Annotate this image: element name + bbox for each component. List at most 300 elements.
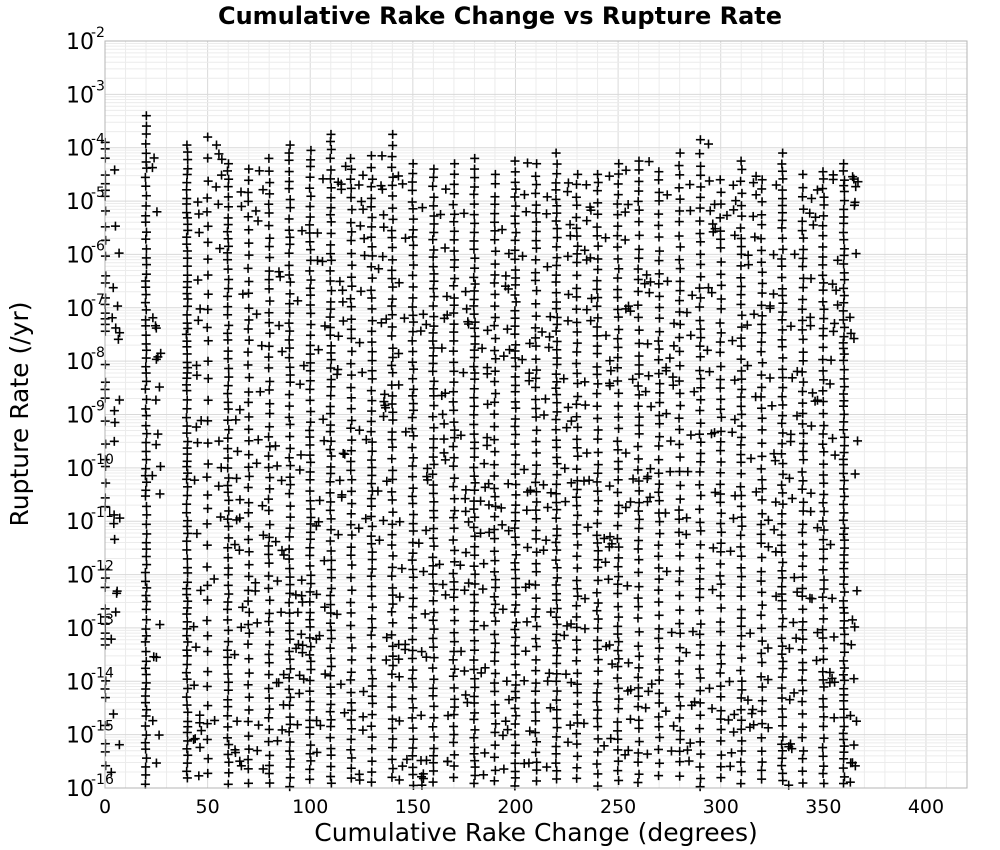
data-point <box>429 766 438 775</box>
data-point <box>669 341 678 350</box>
data-point <box>696 182 705 191</box>
data-point <box>572 213 581 222</box>
data-point <box>326 313 335 322</box>
data-point <box>635 360 644 369</box>
data-point <box>717 457 726 466</box>
data-point <box>542 763 551 772</box>
data-point <box>757 258 766 267</box>
data-point <box>655 188 664 197</box>
data-point <box>624 658 633 667</box>
data-point <box>264 670 273 679</box>
data-point <box>152 207 161 216</box>
data-point <box>675 515 684 524</box>
data-point <box>532 159 541 168</box>
data-point <box>429 634 438 643</box>
data-point <box>409 781 418 790</box>
data-point <box>818 593 827 602</box>
data-point <box>293 608 302 617</box>
data-point <box>223 335 232 344</box>
data-point <box>286 513 295 522</box>
data-point <box>109 283 118 292</box>
data-point <box>798 723 807 732</box>
data-point <box>359 712 368 721</box>
data-point <box>798 562 807 571</box>
data-point <box>346 359 355 368</box>
data-point <box>573 700 582 709</box>
data-point <box>560 464 569 473</box>
data-point <box>643 339 652 348</box>
data-point <box>593 231 602 240</box>
data-point <box>818 355 827 364</box>
data-point <box>675 772 684 781</box>
data-point <box>327 355 336 364</box>
data-point <box>778 245 787 254</box>
data-point <box>360 251 369 260</box>
data-point <box>450 616 459 625</box>
data-point <box>367 386 376 395</box>
data-point <box>655 233 664 242</box>
data-point <box>285 270 294 279</box>
data-point <box>635 627 644 636</box>
data-point <box>224 373 233 382</box>
data-point <box>676 242 685 251</box>
data-point <box>582 449 591 458</box>
data-point <box>265 628 274 637</box>
data-point <box>360 234 369 243</box>
data-point <box>388 724 397 733</box>
data-point <box>675 606 684 615</box>
data-point <box>368 699 377 708</box>
data-point <box>716 395 725 404</box>
data-point <box>470 674 479 683</box>
data-point <box>676 264 685 273</box>
data-point <box>450 683 459 692</box>
data-point <box>264 713 273 722</box>
data-point <box>634 594 643 603</box>
data-point <box>429 401 438 410</box>
data-point <box>798 573 807 582</box>
data-point <box>142 731 151 740</box>
data-point <box>264 737 273 746</box>
data-point <box>654 712 663 721</box>
data-point <box>819 769 828 778</box>
data-point <box>367 654 376 663</box>
data-point <box>552 398 561 407</box>
data-point <box>457 647 466 656</box>
x-tick-label: 100 <box>292 796 329 818</box>
data-point <box>337 493 346 502</box>
data-point <box>429 778 438 787</box>
data-point <box>736 531 745 540</box>
data-point <box>346 675 355 684</box>
data-point <box>799 455 808 464</box>
data-point <box>818 242 827 251</box>
data-point <box>244 705 253 714</box>
y-tick-label: 10 <box>66 83 94 109</box>
data-point <box>736 666 745 675</box>
data-point <box>635 339 644 348</box>
data-point <box>483 363 492 372</box>
data-point <box>141 182 150 191</box>
data-point <box>730 710 739 719</box>
data-point <box>819 644 828 653</box>
data-point <box>409 453 418 462</box>
y-tick-label: 10 <box>66 616 94 642</box>
data-point <box>203 667 212 676</box>
data-point <box>594 734 603 743</box>
data-point <box>777 684 786 693</box>
data-point <box>264 363 273 372</box>
data-point <box>613 766 622 775</box>
data-point <box>593 414 602 423</box>
data-point <box>655 398 664 407</box>
data-point <box>491 766 500 775</box>
data-point <box>235 546 244 555</box>
data-point <box>510 730 519 739</box>
data-point <box>498 731 507 740</box>
data-point <box>717 659 726 668</box>
data-point <box>387 607 396 616</box>
data-point <box>594 599 603 608</box>
data-point <box>798 183 807 192</box>
data-point <box>326 331 335 340</box>
data-point <box>778 721 787 730</box>
data-point <box>306 475 315 484</box>
data-point <box>790 250 799 259</box>
data-point <box>531 172 540 181</box>
data-point <box>264 432 273 441</box>
data-point <box>839 779 848 788</box>
data-point <box>293 296 302 305</box>
data-point <box>223 292 232 301</box>
data-point <box>675 440 684 449</box>
data-point <box>471 763 480 772</box>
data-point <box>421 609 430 618</box>
data-point <box>327 286 336 295</box>
data-point <box>182 545 191 554</box>
data-point <box>778 291 787 300</box>
data-point <box>285 240 294 249</box>
data-point <box>614 509 623 518</box>
data-point <box>264 650 273 659</box>
data-point <box>511 693 520 702</box>
data-point <box>490 657 499 666</box>
data-point <box>244 597 253 606</box>
data-point <box>593 507 602 516</box>
data-point <box>244 176 253 185</box>
data-point <box>367 512 376 521</box>
data-point <box>777 531 786 540</box>
data-point <box>367 222 376 231</box>
data-point <box>655 699 664 708</box>
data-point <box>778 622 787 631</box>
data-point <box>450 637 459 646</box>
data-point <box>654 337 663 346</box>
data-point <box>593 170 602 179</box>
data-point <box>367 539 376 548</box>
data-point <box>593 223 602 232</box>
data-point <box>798 779 807 788</box>
data-point <box>450 665 459 674</box>
data-point <box>531 655 540 664</box>
data-point <box>757 553 766 562</box>
data-point <box>224 354 233 363</box>
data-point <box>232 474 241 483</box>
data-point <box>490 776 499 785</box>
data-point <box>182 185 191 194</box>
data-point <box>839 219 848 228</box>
data-point <box>318 257 327 266</box>
data-point <box>379 223 388 232</box>
data-point <box>387 266 396 275</box>
data-point <box>265 769 274 778</box>
data-point <box>634 582 643 591</box>
data-point <box>347 393 356 402</box>
data-point <box>675 747 684 756</box>
data-point <box>183 170 192 179</box>
data-point <box>634 254 643 263</box>
data-point <box>717 258 726 267</box>
data-point <box>686 331 695 340</box>
data-point <box>655 575 664 584</box>
data-point <box>264 353 273 362</box>
data-point <box>183 349 192 358</box>
data-point <box>183 324 192 333</box>
data-point <box>798 192 807 201</box>
data-point <box>327 382 336 391</box>
data-point <box>285 432 294 441</box>
data-point <box>737 592 746 601</box>
data-point <box>326 137 335 146</box>
data-point <box>244 508 253 517</box>
data-point <box>593 563 602 572</box>
data-point <box>286 378 295 387</box>
data-point <box>142 260 151 269</box>
data-point <box>573 485 582 494</box>
data-point <box>196 586 205 595</box>
data-point <box>614 637 623 646</box>
data-point <box>532 448 541 457</box>
data-point <box>737 605 746 614</box>
data-point <box>675 540 684 549</box>
data-point <box>202 616 211 625</box>
data-point <box>357 197 366 206</box>
data-point <box>305 385 314 394</box>
data-point <box>327 452 336 461</box>
data-point <box>757 766 766 775</box>
data-point <box>450 453 459 462</box>
data-point <box>224 780 233 789</box>
data-point <box>265 533 274 542</box>
data-point <box>634 313 643 322</box>
data-point <box>737 342 746 351</box>
data-point <box>460 586 469 595</box>
data-point <box>820 200 829 209</box>
data-point <box>511 574 520 583</box>
data-point <box>182 537 191 546</box>
data-point <box>552 774 561 783</box>
data-point <box>737 677 746 686</box>
data-point <box>306 467 315 476</box>
data-point <box>830 319 839 328</box>
data-point <box>285 545 294 554</box>
data-point <box>469 190 478 199</box>
data-point <box>408 499 417 508</box>
data-point <box>460 666 469 675</box>
data-point <box>483 400 492 409</box>
data-point <box>203 769 212 778</box>
data-point <box>553 224 562 233</box>
data-point <box>635 652 644 661</box>
data-point <box>552 443 561 452</box>
data-point <box>510 192 519 201</box>
data-point <box>635 737 644 746</box>
data-point <box>510 781 519 790</box>
data-point <box>654 175 663 184</box>
data-point <box>285 738 294 747</box>
data-point <box>551 556 560 565</box>
data-point <box>141 577 150 586</box>
data-point <box>142 711 151 720</box>
y-tick-exponent: -8 <box>91 345 105 362</box>
data-point <box>758 719 767 728</box>
data-point <box>367 631 376 640</box>
y-axis-ticks <box>66 25 114 802</box>
data-point <box>675 286 684 295</box>
data-point <box>594 496 603 505</box>
data-point <box>464 320 473 329</box>
data-point <box>440 448 449 457</box>
data-point <box>798 295 807 304</box>
data-point <box>511 600 520 609</box>
data-point <box>757 220 766 229</box>
data-point <box>387 302 396 311</box>
data-point <box>654 455 663 464</box>
data-point <box>480 459 489 468</box>
data-point <box>224 506 233 515</box>
data-point <box>305 775 314 784</box>
data-point <box>491 617 500 626</box>
data-point <box>265 609 274 618</box>
data-point <box>286 773 295 782</box>
data-point <box>110 165 119 174</box>
data-point <box>757 439 766 448</box>
data-point <box>522 207 531 216</box>
data-point <box>286 664 295 673</box>
data-point <box>429 534 438 543</box>
data-point <box>265 189 274 198</box>
data-point <box>592 606 601 615</box>
data-point <box>255 166 264 175</box>
data-point <box>552 659 561 668</box>
data-point <box>264 506 273 515</box>
data-point <box>388 191 397 200</box>
data-point <box>716 235 725 244</box>
data-point <box>724 715 733 724</box>
data-point <box>429 253 438 262</box>
data-point <box>428 182 437 191</box>
data-point <box>408 666 417 675</box>
data-point <box>717 188 726 197</box>
data-point <box>428 235 437 244</box>
data-point <box>367 502 376 511</box>
data-point <box>430 292 439 301</box>
data-point <box>635 486 644 495</box>
data-point <box>409 385 418 394</box>
data-point <box>368 347 377 356</box>
data-point <box>490 556 499 565</box>
data-point <box>614 179 623 188</box>
data-point <box>217 171 226 180</box>
data-point <box>655 529 664 538</box>
data-point <box>388 173 397 182</box>
data-point <box>839 417 848 426</box>
data-point <box>840 608 849 617</box>
data-point <box>532 642 541 651</box>
y-axis-label: Rupture Rate (/yr) <box>5 301 34 527</box>
data-point <box>438 580 447 589</box>
data-point <box>510 330 519 339</box>
data-point <box>853 436 862 445</box>
data-point <box>438 410 447 419</box>
data-point <box>285 453 294 462</box>
data-point <box>798 399 807 408</box>
data-point <box>572 305 581 314</box>
data-point <box>326 609 335 618</box>
data-point <box>193 438 202 447</box>
data-point <box>716 559 725 568</box>
data-point <box>224 182 233 191</box>
data-point <box>264 584 273 593</box>
data-point <box>367 294 376 303</box>
data-point <box>204 177 213 186</box>
data-point <box>491 700 500 709</box>
data-point <box>737 513 746 522</box>
data-point <box>634 507 643 516</box>
data-point <box>704 140 713 149</box>
data-point <box>395 593 404 602</box>
data-point <box>142 122 151 131</box>
data-point <box>798 697 807 706</box>
data-point <box>758 495 767 504</box>
data-point <box>675 232 684 241</box>
data-point <box>696 193 705 202</box>
data-point <box>274 267 283 276</box>
data-point <box>716 437 725 446</box>
data-point <box>757 320 766 329</box>
data-point <box>449 577 458 586</box>
data-point <box>450 170 459 179</box>
data-point <box>314 517 323 526</box>
data-point <box>244 165 253 174</box>
data-point <box>197 726 206 735</box>
data-point <box>490 226 499 235</box>
data-point <box>695 284 704 293</box>
data-point <box>737 654 746 663</box>
data-point <box>387 693 396 702</box>
data-point <box>327 546 336 555</box>
data-point <box>183 751 192 760</box>
data-point <box>347 668 356 677</box>
data-point <box>306 350 315 359</box>
data-point <box>777 509 786 518</box>
data-point <box>531 404 540 413</box>
data-point <box>654 564 663 573</box>
data-point <box>839 670 848 679</box>
data-point <box>532 594 541 603</box>
data-point <box>291 590 300 599</box>
y-tick-label: 10 <box>66 296 94 322</box>
